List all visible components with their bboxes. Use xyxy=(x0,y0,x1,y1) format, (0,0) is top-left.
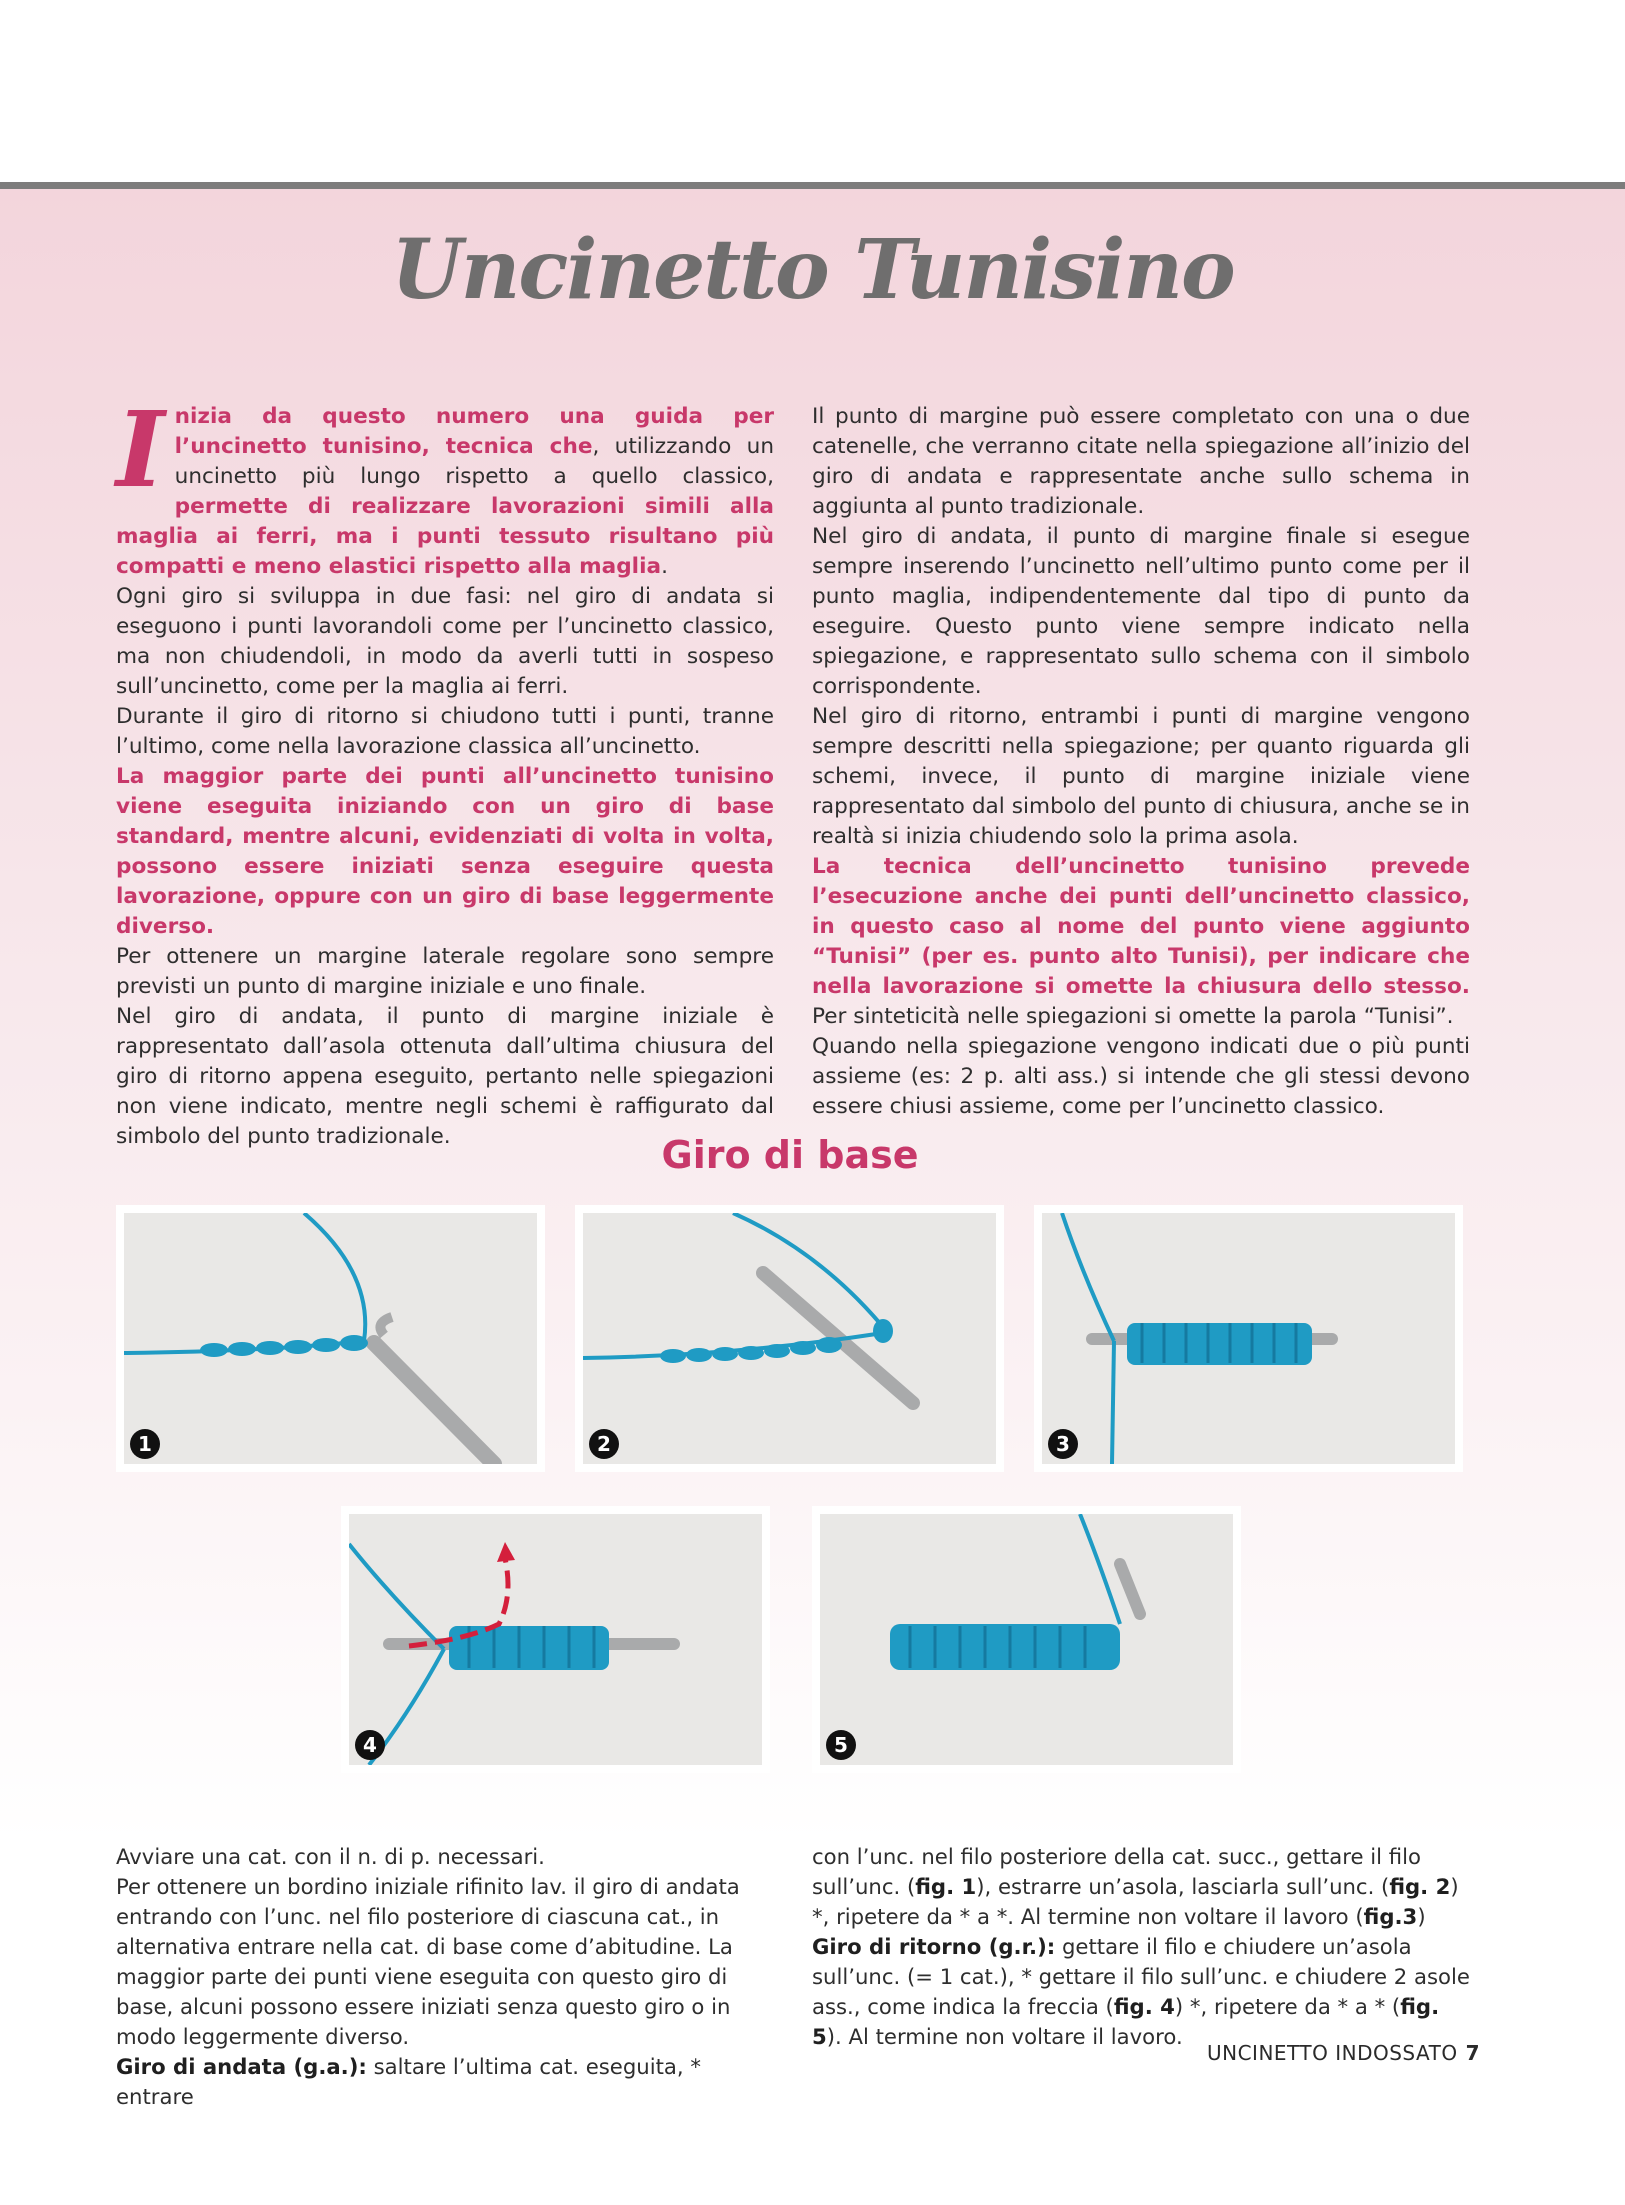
figure-reference: fig. 5 xyxy=(812,1994,1440,2049)
right-column xyxy=(812,402,1470,1122)
lead-text-1: , utilizzando un uncinetto più lungo rispetto a quello classico, xyxy=(174,434,774,489)
lead-highlight-1: nizia da questo numero una guida per l’uncinetto tunisino, tecnica che xyxy=(174,404,774,459)
instruction-paragraph xyxy=(116,2052,774,2112)
magazine-name: UNCINETTO INDOSSATO xyxy=(1206,2041,1458,2065)
lead-text-2: . xyxy=(661,554,668,579)
instruction-text: gettare il filo e chiudere un’asola sull’unc. (= 1 cat.), * gettare il filo sull’unc. e chiudere 2 asole ass., come indica la freccia ( xyxy=(812,1934,1470,2019)
figure-reference: fig. 2 xyxy=(1389,1874,1451,1899)
figure-2-photo xyxy=(575,1205,1004,1472)
instruction-paragraph xyxy=(812,1932,1470,2052)
figure-number-badge: 4 xyxy=(355,1730,385,1760)
lead-highlight-2: permette di realizzare lavorazioni simili alla maglia ai ferri, ma i punti tessuto risultano più compatti e meno elastici rispetto alla maglia xyxy=(116,494,774,579)
tunisi-note: Per sinteticità nelle spiegazioni si omette la parola “Tunisi”. xyxy=(812,1004,1454,1029)
instruction-paragraph xyxy=(812,1842,1470,1932)
figure-4-photo xyxy=(341,1506,770,1773)
instruction-text: ) *, ripetere da * a * ( xyxy=(1174,1994,1401,2019)
intro-column xyxy=(116,388,774,1152)
yarn-chain-image xyxy=(124,1213,537,1464)
intro-lead xyxy=(116,388,774,582)
round-text: saltare l’ultima cat. eseguita, * entrare xyxy=(116,2054,701,2109)
top-rule xyxy=(0,182,1625,189)
instruction-text: con l’unc. nel filo posteriore della cat. succ., gettare il filo sull’unc. ( xyxy=(812,1844,1421,1899)
instruction-text: ). Al termine non voltare il lavoro. xyxy=(826,2024,1183,2049)
page-number: 7 xyxy=(1465,2041,1480,2065)
right-paragraph: Nel giro di andata, il punto di margine finale si esegue sempre inserendo l’uncinetto nell’ultimo punto come per il punto maglia, indipendentemente dal tipo di punto da eseguire. Questo punto viene sempre indicato nella spiegazione, e rappresentato sullo schema con il simbolo corrispondente. xyxy=(812,524,1470,699)
instructions-right xyxy=(812,1842,1470,2052)
figure-number-badge: 3 xyxy=(1048,1429,1078,1459)
figure-reference: fig.3 xyxy=(1363,1904,1418,1929)
page-footer xyxy=(1160,2041,1480,2065)
figure-1-photo xyxy=(116,1205,545,1472)
tunisi-highlight: La tecnica dell’uncinetto tunisino prevede l’esecuzione anche dei punti dell’uncinetto classico, in questo caso al nome del punto viene aggiunto “Tunisi” (per es. punto alto Tunisi), per indicare che nella lavorazione si omette la chiusura dello stesso. xyxy=(812,854,1470,999)
intro-paragraph: Ogni giro si sviluppa in due fasi: nel giro di andata si eseguono i punti lavorandoli come per l’uncinetto classico, ma non chiudendoli, in modo da averli tutti in sospeso sull’uncinetto, come per la maglia ai ferri. xyxy=(116,584,774,699)
yarn-row-image xyxy=(1042,1213,1455,1464)
intro-paragraph: Durante il giro di ritorno si chiudono tutti i punti, tranne l’ultimo, come nella lavorazione classica all’uncinetto. xyxy=(116,704,774,759)
round-label: Giro di ritorno (g.r.): xyxy=(812,1934,1056,1959)
instructions-left xyxy=(116,1842,774,2112)
figure-3-photo xyxy=(1034,1205,1463,1472)
intro-paragraph: Per ottenere un margine laterale regolare sono sempre previsti un punto di margine iniziale e uno finale. xyxy=(116,944,774,999)
section-title: Giro di base xyxy=(661,1133,919,1177)
yarn-row-closed-image xyxy=(820,1514,1233,1765)
instruction-paragraph: Per ottenere un bordino iniziale rifinito lav. il giro di andata entrando con l’unc. nel filo posteriore di ciascuna cat., in alternativa entrare nella cat. di base come d’abitudine. La maggior parte dei punti viene eseguita con questo giro di base, alcuni possono essere iniziati senza questo giro o in modo leggermente diverso. xyxy=(116,1874,740,2049)
round-label: Giro di andata (g.a.): xyxy=(116,2054,367,2079)
figure-number-badge: 2 xyxy=(589,1429,619,1459)
right-paragraph: Nel giro di ritorno, entrambi i punti di margine vengono sempre descritti nella spiegazione; per quanto riguarda gli schemi, invece, il punto di margine iniziale viene rappresentato dal simbolo del punto di chiusura, anche se in realtà si inizia chiudendo solo la prima asola. xyxy=(812,704,1470,849)
right-paragraph: Il punto di margine può essere completato con una o due catenelle, che verranno citate nella spiegazione all’inizio del giro di andata e rappresentate anche sullo schema in aggiunta al punto tradizionale. xyxy=(812,404,1470,519)
figure-number-badge: 1 xyxy=(130,1429,160,1459)
figure-reference: fig. 1 xyxy=(915,1874,977,1899)
yarn-chain-image xyxy=(583,1213,996,1464)
intro-highlight-paragraph: La maggior parte dei punti all’uncinetto tunisino viene eseguita iniziando con un giro di base standard, mentre alcuni, evidenziati di volta in volta, possono essere iniziati senza eseguire questa lavorazione, oppure con un giro di base leggermente diverso. xyxy=(116,764,774,939)
right-paragraph: Quando nella spiegazione vengono indicati due o più punti assieme (es: 2 p. alti ass.) si intende che gli stessi devono essere chiusi assieme, come per l’uncinetto classico. xyxy=(812,1034,1470,1119)
figure-number-badge: 5 xyxy=(826,1730,856,1760)
instruction-text: ) *, ripetere da * a *. Al termine non voltare il lavoro ( xyxy=(812,1874,1459,1929)
instruction-paragraph: Avviare una cat. con il n. di p. necessari. xyxy=(116,1844,545,1869)
drop-cap: I xyxy=(116,388,165,511)
instruction-text: ) xyxy=(1417,1904,1426,1929)
page-title: Uncinetto Tunisino xyxy=(391,222,1234,318)
figure-reference: fig. 4 xyxy=(1113,1994,1175,2019)
instruction-text: ), estrarre un’asola, lasciarla sull’unc. ( xyxy=(976,1874,1390,1899)
yarn-row-arrow-image xyxy=(349,1514,762,1765)
figure-5-photo xyxy=(812,1506,1241,1773)
right-highlight-paragraph xyxy=(812,852,1470,1032)
intro-paragraph: Nel giro di andata, il punto di margine iniziale è rappresentato dall’asola ottenuta dall’ultima chiusura del giro di ritorno appena eseguito, pertanto nelle spiegazioni non viene indicato, mentre negli schemi è raffigurato dal simbolo del punto tradizionale. xyxy=(116,1004,774,1149)
